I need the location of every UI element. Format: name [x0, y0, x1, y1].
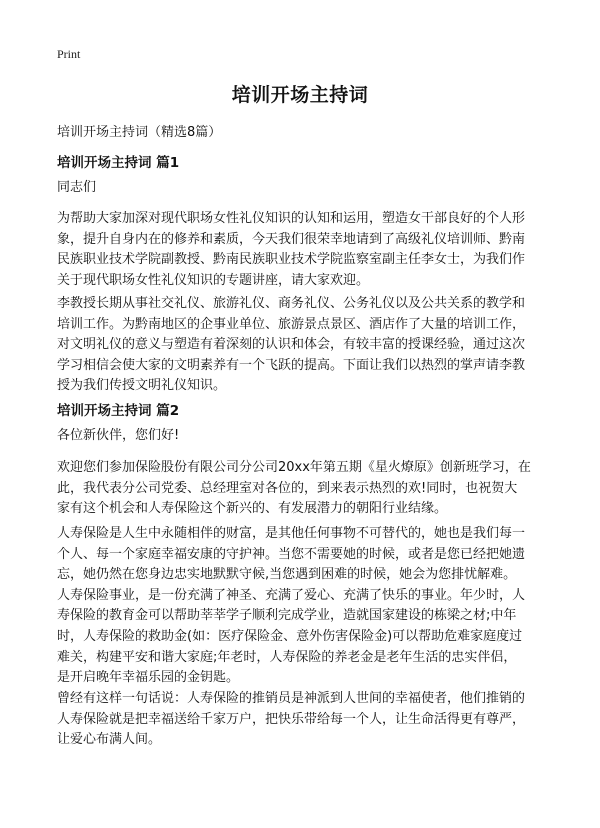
text-line: 忘，她仍然在您身边忠实地默默守候,当您遇到困难的时候，她会为您排忧解难。: [57, 567, 517, 583]
document-subtitle: 培训开场主持词（精选8篇）: [57, 125, 222, 140]
text-line: 人寿保险事业，是一份充满了神圣、充满了爱心、充满了快乐的事业。年少时，人: [57, 587, 526, 603]
text-line: 人寿保险就是把幸福送给千家万户，把快乐带给每一个人，让生命活得更有尊严，: [57, 711, 526, 727]
section-heading-1: 培训开场主持词 篇1: [57, 155, 180, 171]
text-line: 寿保险的教育金可以帮助莘莘学子顺利完成学业，造就国家建设的栋梁之材;中年: [57, 608, 517, 624]
text-line: 人寿保险是人生中永随相伴的财富，是其他任何事物不可替代的，她也是我们每一: [57, 526, 526, 541]
print-label: Print: [57, 47, 81, 61]
text-line: 授为我们传授文明礼仪知识。: [57, 378, 227, 394]
text-line: 个人、每一个家庭幸福安康的守护神。当您不需要她的时候，或者是您已经把她遗: [57, 546, 526, 562]
text-line: 让爱心布满人间。: [57, 732, 162, 748]
paragraph: [57, 294, 549, 397]
paragraph: [57, 426, 549, 447]
paragraph: [57, 524, 549, 689]
text-line: 欢迎您们参加保险股份有限公司分公司20xx年第五期《星火燎原》创新班学习，在: [57, 460, 531, 475]
paragraph: [57, 178, 549, 199]
text-line: 是开启晚年幸福乐园的金钥匙。: [57, 670, 240, 686]
text-line: 各位新伙伴，您们好!: [57, 428, 180, 443]
text-line: 学习相信会使大家的文明素养有一个飞跃的提高。下面让我们以热烈的掌声请李教: [57, 357, 526, 373]
text-line: 对文明礼仪的意义与塑造有着深刻的认识和体会，有较丰富的授课经验，通过这次: [57, 337, 526, 353]
text-line: 曾经有这样一句话说：人寿保险的推销员是神派到人世间的幸福使者，他们推销的: [57, 691, 526, 706]
document-title: 培训开场主持词: [231, 84, 369, 106]
paragraph: [57, 458, 549, 520]
section-heading-2: 培训开场主持词 篇2: [57, 403, 180, 419]
paragraph: [57, 689, 549, 751]
text-line: 象，提升自身内在的修养和素质，今天我们很荣幸地请到了高级礼仪培训师、黔南: [57, 231, 526, 247]
text-line: 为帮助大家加深对现代职场女性礼仪知识的认知和运用，塑造女干部良好的个人形: [57, 211, 526, 226]
text-line: 时，人寿保险的救助金(如：医疗保险金、意外伤害保险金)可以帮助危难家庭度过: [57, 628, 523, 644]
text-line: 此，我代表分公司党委、总经理室对各位的，到来表示热烈的欢!同时，也祝贺大: [57, 480, 518, 496]
paragraph: [57, 209, 549, 291]
text-line: 家有这个机会和人寿保险这个新兴的、有发展潜力的朝阳行业结缘。: [57, 501, 448, 517]
text-line: 李教授长期从事社交礼仪、旅游礼仪、商务礼仪、公务礼仪以及公共关系的教学和: [57, 296, 526, 311]
text-line: 培训工作。为黔南地区的企事业单位、旅游景点景区、酒店作了大量的培训工作，: [57, 316, 526, 332]
text-line: 关于现代职场女性礼仪知识的专题讲座，请大家欢迎。: [57, 272, 370, 288]
text-line: 民族职业技术学院副教授、黔南民族职业技术学院监察室副主任李女士，为我们作: [57, 252, 526, 268]
text-line: 同志们: [57, 180, 97, 195]
text-line: 难关，构建平安和谐大家庭;年老时，人寿保险的养老金是老年生活的忠实伴侣，: [57, 649, 517, 665]
